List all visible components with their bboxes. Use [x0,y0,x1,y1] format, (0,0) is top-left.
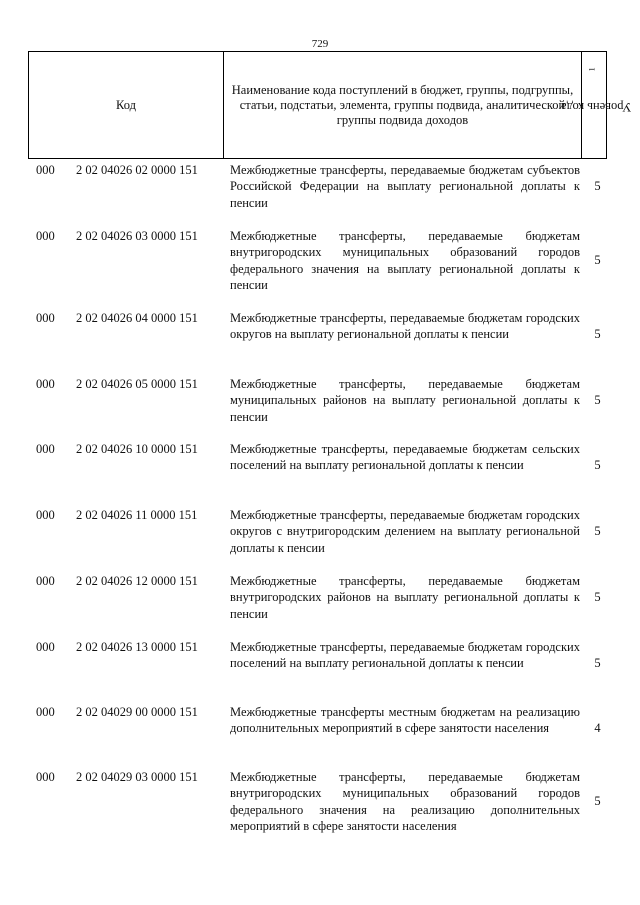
row-level: 5 [594,590,601,604]
header-level [560,52,632,158]
row-level: 4 [594,721,601,735]
row-name: Межбюджетные трансферты, передаваемые бюджетам городских округов на выплату региональной доплаты к пенсии [230,311,580,342]
row-code: 2 02 04029 00 0000 151 [76,705,198,719]
row-prefix: 000 [36,705,55,719]
row-level: 5 [594,179,601,193]
row-code: 2 02 04026 12 0000 151 [76,574,198,588]
row-name: Межбюджетные трансферты, передаваемые бюджетам внутригородских муниципальных образований городов федерального значения на выплату региональной доплаты к пенсии [230,229,580,292]
row-code: 2 02 04026 04 0000 151 [76,311,198,325]
row-prefix: 000 [36,229,55,243]
row-level: 5 [594,458,601,472]
row-name: Межбюджетные трансферты, передаваемые бюджетам субъектов Российской Федерации на выплату региональной доплаты к пенсии [230,163,580,210]
row-code: 2 02 04026 05 0000 151 [76,377,198,391]
row-code: 2 02 04026 11 0000 151 [76,508,198,522]
row-code: 2 02 04029 03 0000 151 [76,770,198,784]
row-prefix: 000 [36,377,55,391]
row-prefix: 000 [36,508,55,522]
header-code: Код [28,52,224,158]
row-prefix: 000 [36,640,55,654]
row-name: Межбюджетные трансферты, передаваемые бюджетам внутригородских муниципальных образований городов федерального значения на реализацию дополнительных мероприятий в сфере занятости населения [230,770,580,833]
header-level-label: Уровень кода [560,100,632,115]
row-code: 2 02 04026 10 0000 151 [76,442,198,456]
page-number: 729 [311,38,329,50]
row-name: Межбюджетные трансферты, передаваемые бюджетам городских поселений на выплату региональной доплаты к пенсии [230,640,580,671]
row-name: Межбюджетные трансферты, передаваемые бюджетам внутригородских районов на выплату региональной доплаты к пенсии [230,574,580,621]
row-name: Межбюджетные трансферты, передаваемые бюджетам городских округов с внутригородским делением на выплату региональной доплаты к пенсии [230,508,580,555]
row-prefix: 000 [36,574,55,588]
table-header [28,51,632,159]
row-level: 5 [594,794,601,808]
row-code: 2 02 04026 13 0000 151 [76,640,198,654]
row-level: 5 [594,656,601,670]
row-prefix: 000 [36,163,55,177]
row-name: Межбюджетные трансферты, передаваемые бюджетам муниципальных районов на выплату региональной доплаты к пенсии [230,377,580,424]
header-name: Наименование кода поступлений в бюджет, группы, подгруппы, статьи, подстатьи, элемента, группы подвида, аналитической группы подвида доходов [224,52,582,158]
row-level: 5 [594,327,601,341]
row-prefix: 000 [36,442,55,456]
row-prefix: 000 [36,311,55,325]
row-code: 2 02 04026 02 0000 151 [76,163,198,177]
row-code: 2 02 04026 03 0000 151 [76,229,198,243]
row-level: 5 [594,524,601,538]
row-name: Межбюджетные трансферты, передаваемые бюджетам сельских поселений на выплату региональной доплаты к пенсии [230,442,580,473]
header-level-footnote: 1 [587,67,597,72]
row-prefix: 000 [36,770,55,784]
row-level: 5 [594,253,601,267]
row-name: Межбюджетные трансферты местным бюджетам на реализацию дополнительных мероприятий в сфере занятости населения [230,705,580,736]
row-level: 5 [594,393,601,407]
